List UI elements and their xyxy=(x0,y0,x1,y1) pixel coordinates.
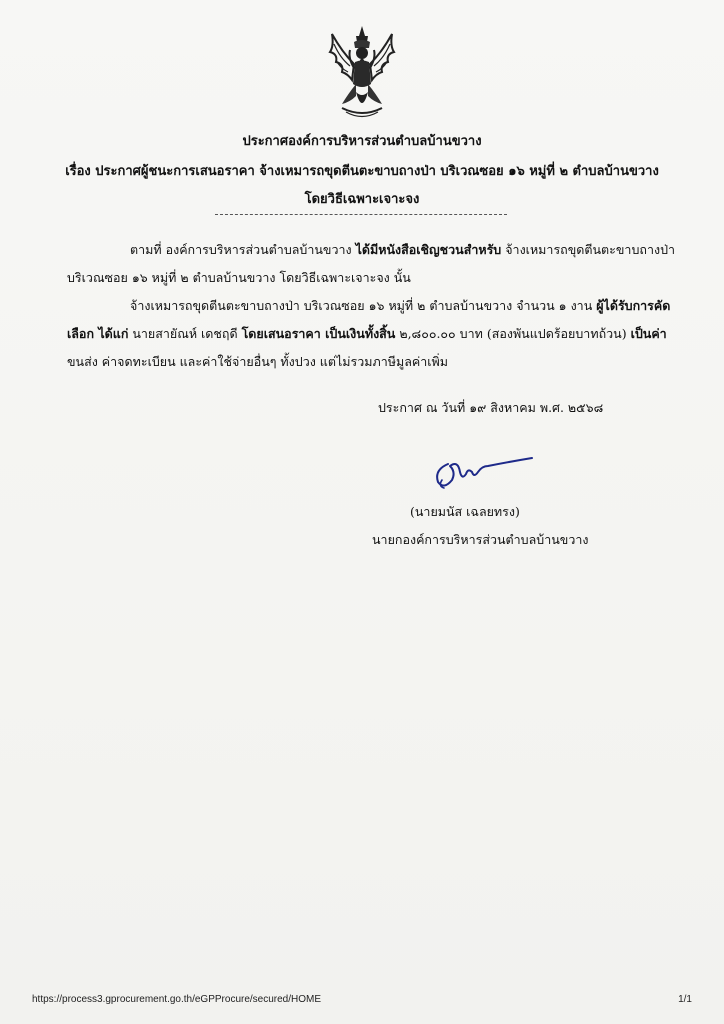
dashed-divider xyxy=(215,214,507,215)
paragraph-1-line-1 xyxy=(130,240,675,260)
footer-url: https://process3.gprocurement.go.th/eGPProcure/secured/HOME xyxy=(32,994,322,1005)
garuda-emblem-icon xyxy=(312,22,412,122)
handwritten-signature xyxy=(428,450,538,492)
p2-b: ผู้ได้รับการคัด xyxy=(596,298,671,313)
document-title: ประกาศองค์การบริหารส่วนตำบลบ้านขวาง xyxy=(242,134,482,149)
p2-c: เลือก ได้แก่ xyxy=(67,326,129,341)
document-subject: เรื่อง ประกาศผู้ชนะการเสนอราคา จ้างเหมารถขุดตีนตะขาบถางป่า บริเวณซอย ๑๖ หมู่ที่ ๒ ตำบลบ้านขวาง xyxy=(65,164,659,179)
contract-amount: ๒,๘๐๐.๐๐ บาท (สองพันแปดร้อยบาทถ้วน) xyxy=(395,326,631,341)
signatory-position: นายกองค์การบริหารส่วนตำบลบ้านขวาง xyxy=(372,532,589,547)
p1-rest: จ้างเหมารถขุดตีนตะขาบถางป่า xyxy=(501,242,676,257)
procurement-method: โดยวิธีเฉพาะเจาะจง xyxy=(304,192,420,207)
announcement-date: ประกาศ ณ วันที่ ๑๙ สิงหาคม พ.ศ. ๒๕๖๘ xyxy=(378,400,604,415)
p2-a: จ้างเหมารถขุดตีนตะขาบถางป่า บริเวณซอย ๑๖ หมู่ที่ ๒ ตำบลบ้านขวาง จำนวน ๑ งาน xyxy=(130,298,597,313)
p1-lead: ตามที่ องค์การบริหารส่วนตำบลบ้านขวาง xyxy=(130,242,356,257)
signatory-name: (นายมนัส เฉลยทรง) xyxy=(410,504,520,519)
paragraph-1-line-2: บริเวณซอย ๑๖ หมู่ที่ ๒ ตำบลบ้านขวาง โดยวิธีเฉพาะเจาะจง นั้น xyxy=(67,270,411,285)
page-number: 1/1 xyxy=(678,994,692,1005)
paragraph-2-line-2 xyxy=(67,324,667,344)
p1-bold: ได้มีหนังสือเชิญชวนสำหรับ xyxy=(355,242,502,257)
paragraph-2-line-1 xyxy=(130,296,670,316)
winner-name: นายสายัณห์ เดชฤดี xyxy=(128,326,242,341)
paragraph-2-line-3: ขนส่ง ค่าจดทะเบียน และค่าใช้จ่ายอื่นๆ ทั้งปวง แต่ไม่รวมภาษีมูลค่าเพิ่ม xyxy=(67,354,449,369)
p2-e: โดยเสนอราคา เป็นเงินทั้งสิ้น xyxy=(241,326,396,341)
p2-g: เป็นค่า xyxy=(630,326,667,341)
